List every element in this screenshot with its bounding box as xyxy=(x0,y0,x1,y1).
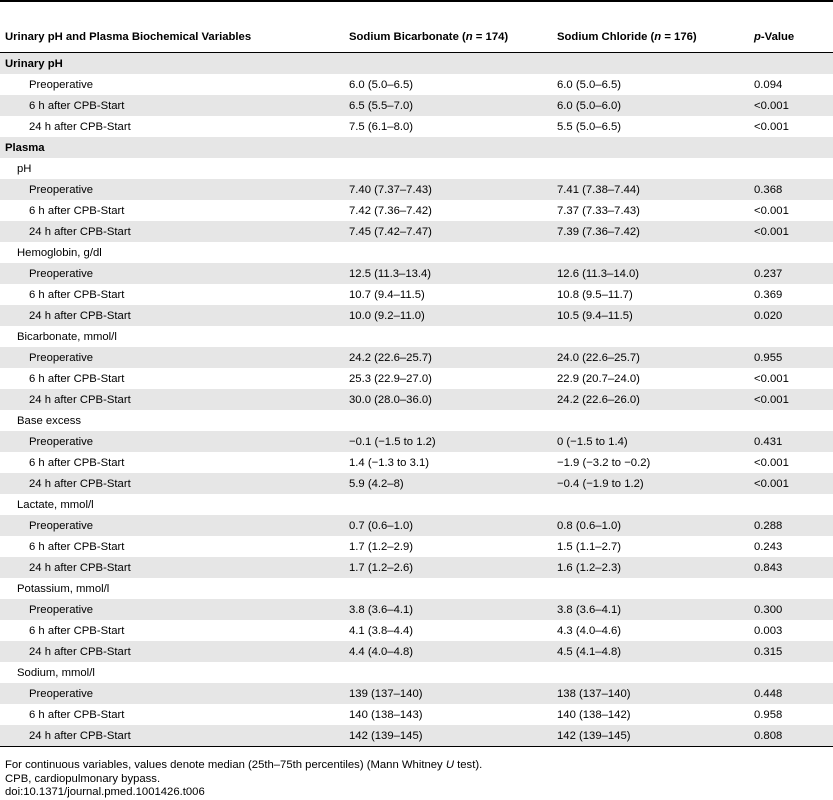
p-value: 0.958 xyxy=(754,708,783,721)
empty-cell xyxy=(749,578,833,599)
bicarbonate-value: 1.4 (−1.3 to 3.1) xyxy=(349,456,430,469)
header-bicarbonate-n: n xyxy=(465,30,473,43)
table-row xyxy=(0,452,833,473)
bicarbonate-value: 24.2 (22.6–25.7) xyxy=(344,347,552,368)
chloride-value: −1.9 (−3.2 to −0.2) xyxy=(557,456,651,469)
p-value: 0.003 xyxy=(754,624,783,637)
subsection-label: Potassium, mmol/l xyxy=(17,582,110,595)
header-chloride-count: = 176) xyxy=(661,30,697,43)
row-label: 6 h after CPB-Start xyxy=(29,288,125,301)
table-row xyxy=(0,116,833,137)
bicarbonate-value: 4.1 (3.8–4.4) xyxy=(349,624,414,637)
empty-cell xyxy=(344,158,552,179)
p-value: 0.094 xyxy=(754,78,783,91)
chloride-value: 3.8 (3.6–4.1) xyxy=(552,599,749,620)
empty-cell xyxy=(552,662,749,683)
subsection-row xyxy=(0,662,833,683)
table-row xyxy=(0,284,833,305)
empty-cell xyxy=(344,578,552,599)
bicarbonate-value: 7.45 (7.42–7.47) xyxy=(344,221,552,242)
subsection-label: Lactate, mmol/l xyxy=(17,498,94,511)
empty-cell xyxy=(552,326,749,347)
subsection-label: Bicarbonate, mmol/l xyxy=(17,330,117,343)
header-row xyxy=(0,21,833,53)
row-label: Preoperative xyxy=(0,263,344,284)
header-p-rest: -Value xyxy=(760,30,795,43)
empty-cell xyxy=(749,53,833,75)
header-chloride xyxy=(552,21,749,53)
subsection-row xyxy=(0,242,833,263)
row-label: Preoperative xyxy=(0,179,344,200)
table-row xyxy=(0,179,833,200)
footnote-doi: doi:10.1371/journal.pmed.1001426.t006 xyxy=(5,786,205,798)
table-row xyxy=(0,515,833,536)
row-label: Preoperative xyxy=(0,599,344,620)
table-row xyxy=(0,683,833,704)
empty-cell xyxy=(344,242,552,263)
bicarbonate-value: 10.0 (9.2–11.0) xyxy=(344,305,552,326)
p-value: 0.300 xyxy=(749,599,833,620)
empty-cell xyxy=(749,137,833,158)
bicarbonate-value: 6.0 (5.0–6.5) xyxy=(349,78,414,91)
table-body xyxy=(0,53,833,747)
empty-cell xyxy=(344,494,552,515)
chloride-value: 7.41 (7.38–7.44) xyxy=(552,179,749,200)
empty-cell xyxy=(344,662,552,683)
section-row xyxy=(0,137,833,158)
chloride-value: 1.5 (1.1–2.7) xyxy=(557,540,622,553)
empty-cell xyxy=(552,494,749,515)
subsection-label: pH xyxy=(17,162,32,175)
empty-cell xyxy=(344,137,552,158)
row-label: Preoperative xyxy=(0,515,344,536)
chloride-value: 24.2 (22.6–26.0) xyxy=(552,389,749,410)
chloride-value: 10.8 (9.5–11.7) xyxy=(557,288,633,301)
p-value: <0.001 xyxy=(749,473,833,494)
subsection-row xyxy=(0,410,833,431)
bicarbonate-value: 139 (137–140) xyxy=(344,683,552,704)
table-row xyxy=(0,368,833,389)
section-label: Urinary pH xyxy=(0,53,344,75)
row-label: 6 h after CPB-Start xyxy=(29,708,125,721)
chloride-value: 5.5 (5.0–6.5) xyxy=(557,120,622,133)
table-row xyxy=(0,641,833,662)
table-row xyxy=(0,599,833,620)
empty-cell xyxy=(749,410,833,431)
chloride-value: 4.5 (4.1–4.8) xyxy=(552,641,749,662)
bicarbonate-value: 12.5 (11.3–13.4) xyxy=(344,263,552,284)
header-bicarbonate-text: Sodium Bicarbonate ( xyxy=(349,30,466,43)
p-value: 0.368 xyxy=(749,179,833,200)
chloride-value: 4.3 (4.0–4.6) xyxy=(557,624,622,637)
bicarbonate-value: 10.7 (9.4–11.5) xyxy=(349,288,425,301)
p-value: 0.431 xyxy=(749,431,833,452)
empty-cell xyxy=(749,158,833,179)
empty-cell xyxy=(552,410,749,431)
subsection-row xyxy=(0,494,833,515)
subsection-label: Base excess xyxy=(17,414,82,427)
top-rule xyxy=(0,0,833,2)
table-row xyxy=(0,536,833,557)
row-label: Preoperative xyxy=(0,683,344,704)
empty-cell xyxy=(552,242,749,263)
empty-cell xyxy=(552,53,749,75)
row-label: 24 h after CPB-Start xyxy=(0,221,344,242)
header-chloride-text: Sodium Chloride ( xyxy=(557,30,655,43)
p-value: 0.843 xyxy=(749,557,833,578)
footnote-method xyxy=(5,759,482,773)
chloride-value: 0.8 (0.6–1.0) xyxy=(552,515,749,536)
empty-cell xyxy=(749,326,833,347)
empty-cell xyxy=(344,410,552,431)
p-value: 0.448 xyxy=(749,683,833,704)
chloride-value: −0.4 (−1.9 to 1.2) xyxy=(552,473,749,494)
subsection-label: Sodium, mmol/l xyxy=(17,666,95,679)
bicarbonate-value: 142 (139–145) xyxy=(344,725,552,747)
bicarbonate-value: 4.4 (4.0–4.8) xyxy=(344,641,552,662)
p-value: 0.288 xyxy=(749,515,833,536)
header-bicarbonate xyxy=(344,21,552,53)
empty-cell xyxy=(344,53,552,75)
chloride-value: 140 (138–142) xyxy=(557,708,631,721)
subsection-row xyxy=(0,158,833,179)
table-row xyxy=(0,620,833,641)
section-row xyxy=(0,53,833,75)
chloride-value: 1.6 (1.2–2.3) xyxy=(552,557,749,578)
chloride-value: 6.0 (5.0–6.5) xyxy=(557,78,622,91)
subsection-row xyxy=(0,326,833,347)
chloride-value: 10.5 (9.4–11.5) xyxy=(552,305,749,326)
p-value: 0.808 xyxy=(749,725,833,747)
table-row xyxy=(0,557,833,578)
empty-cell xyxy=(749,242,833,263)
table-row xyxy=(0,95,833,116)
footnote-abbreviation: CPB, cardiopulmonary bypass. xyxy=(5,772,161,785)
p-value: 0.955 xyxy=(749,347,833,368)
chloride-value: 22.9 (20.7–24.0) xyxy=(557,372,640,385)
header-p-value xyxy=(749,21,833,53)
row-label: 24 h after CPB-Start xyxy=(0,473,344,494)
p-value: 0.369 xyxy=(754,288,783,301)
section-label: Plasma xyxy=(0,137,344,158)
bicarbonate-value: 140 (138–143) xyxy=(349,708,423,721)
row-label: 6 h after CPB-Start xyxy=(29,204,125,217)
bicarbonate-value: 7.42 (7.36–7.42) xyxy=(349,204,432,217)
row-label: Preoperative xyxy=(0,347,344,368)
row-label: Preoperative xyxy=(29,78,94,91)
bicarbonate-value: 3.8 (3.6–4.1) xyxy=(344,599,552,620)
p-value: <0.001 xyxy=(749,389,833,410)
table-row xyxy=(0,305,833,326)
table-row xyxy=(0,473,833,494)
empty-cell xyxy=(552,578,749,599)
bicarbonate-value: 1.7 (1.2–2.6) xyxy=(344,557,552,578)
table-row xyxy=(0,431,833,452)
subsection-label: Hemoglobin, g/dl xyxy=(17,246,102,259)
table-row xyxy=(0,725,833,747)
header-variables xyxy=(0,21,344,53)
bicarbonate-value: 7.40 (7.37–7.43) xyxy=(344,179,552,200)
chloride-value: 12.6 (11.3–14.0) xyxy=(552,263,749,284)
empty-cell xyxy=(749,662,833,683)
footnote-u-italic: U xyxy=(445,759,454,771)
header-bicarbonate-count: = 174) xyxy=(472,30,509,43)
results-table xyxy=(0,21,833,747)
table-row xyxy=(0,74,833,95)
p-value: <0.001 xyxy=(749,95,833,116)
row-label: 6 h after CPB-Start xyxy=(29,456,125,469)
empty-cell xyxy=(552,137,749,158)
row-label: 6 h after CPB-Start xyxy=(0,95,344,116)
row-label: Preoperative xyxy=(0,431,344,452)
footnote-method-text: For continuous variables, values denote median (25th–75th percentiles) (Mann Whitney xyxy=(5,759,446,771)
p-value: <0.001 xyxy=(754,120,789,133)
subsection-row xyxy=(0,578,833,599)
header-chloride-n: n xyxy=(654,30,662,43)
chloride-value: 7.37 (7.33–7.43) xyxy=(557,204,640,217)
chloride-value: 0 (−1.5 to 1.4) xyxy=(552,431,749,452)
table-row xyxy=(0,221,833,242)
row-label: 24 h after CPB-Start xyxy=(0,305,344,326)
row-label: 24 h after CPB-Start xyxy=(0,389,344,410)
bicarbonate-value: −0.1 (−1.5 to 1.2) xyxy=(344,431,552,452)
row-label: 6 h after CPB-Start xyxy=(29,624,125,637)
p-value: 0.020 xyxy=(749,305,833,326)
p-value: <0.001 xyxy=(754,456,789,469)
bicarbonate-value: 30.0 (28.0–36.0) xyxy=(344,389,552,410)
row-label: 24 h after CPB-Start xyxy=(0,725,344,747)
row-label: 24 h after CPB-Start xyxy=(0,641,344,662)
table-row xyxy=(0,704,833,725)
bicarbonate-value: 25.3 (22.9–27.0) xyxy=(349,372,432,385)
p-value: <0.001 xyxy=(754,372,789,385)
row-label: 6 h after CPB-Start xyxy=(29,372,125,385)
p-value: <0.001 xyxy=(754,204,789,217)
row-label: 24 h after CPB-Start xyxy=(29,120,131,133)
header-variables-text: Urinary pH and Plasma Biochemical Variables xyxy=(5,30,252,43)
bicarbonate-value: 1.7 (1.2–2.9) xyxy=(349,540,414,553)
chloride-value: 142 (139–145) xyxy=(552,725,749,747)
table-row xyxy=(0,200,833,221)
table-row xyxy=(0,389,833,410)
table-row xyxy=(0,263,833,284)
table-row xyxy=(0,347,833,368)
chloride-value: 24.0 (22.6–25.7) xyxy=(552,347,749,368)
row-label: 6 h after CPB-Start xyxy=(29,540,125,553)
p-value: 0.243 xyxy=(754,540,783,553)
empty-cell xyxy=(344,326,552,347)
p-value: <0.001 xyxy=(749,221,833,242)
p-value: 0.237 xyxy=(749,263,833,284)
bicarbonate-value: 5.9 (4.2–8) xyxy=(344,473,552,494)
row-label: 24 h after CPB-Start xyxy=(0,557,344,578)
empty-cell xyxy=(552,158,749,179)
footnote-method-end: test). xyxy=(454,759,483,771)
bicarbonate-value: 7.5 (6.1–8.0) xyxy=(349,120,414,133)
bicarbonate-value: 6.5 (5.5–7.0) xyxy=(344,95,552,116)
header-p-italic: p xyxy=(754,30,761,43)
empty-cell xyxy=(749,494,833,515)
p-value: 0.315 xyxy=(749,641,833,662)
table-footer xyxy=(5,759,482,800)
chloride-value: 138 (137–140) xyxy=(552,683,749,704)
chloride-value: 7.39 (7.36–7.42) xyxy=(552,221,749,242)
bicarbonate-value: 0.7 (0.6–1.0) xyxy=(344,515,552,536)
table-header xyxy=(0,21,833,53)
chloride-value: 6.0 (5.0–6.0) xyxy=(552,95,749,116)
